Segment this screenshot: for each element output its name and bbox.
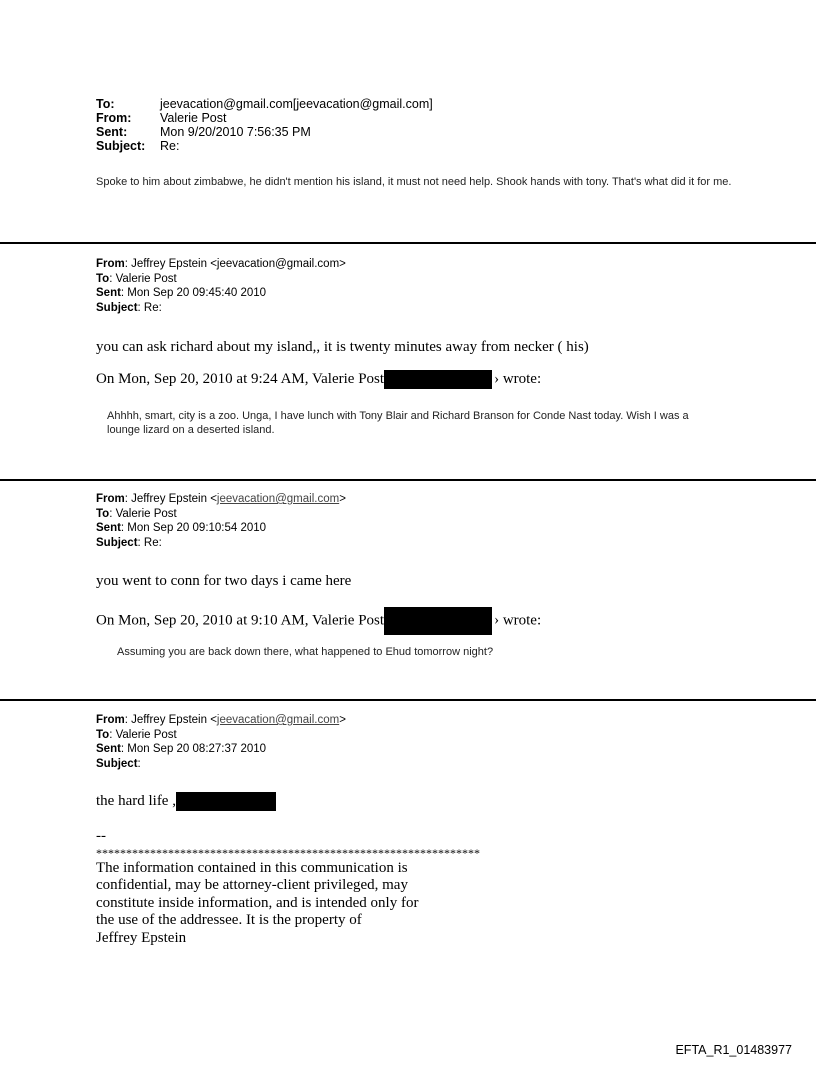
from-value: Valerie Post — [160, 111, 227, 125]
message-1-quote-intro: On Mon, Sep 20, 2010 at 9:24 AM, Valerie Post › wrote: — [96, 370, 541, 389]
message-1-quoted-text: Ahhhh, smart, city is a zoo. Unga, I have lunch with Tony Blair and Richard Branson for Conde Nast today. Wish I was a lounge lizard on a deserted island. — [107, 410, 689, 436]
header-sent-row — [96, 125, 433, 139]
message-2-to: To: Valerie Post — [96, 507, 177, 520]
sent-label: Sent: — [96, 125, 128, 139]
sent-value: Mon 9/20/2010 7:56:35 PM — [160, 125, 311, 139]
header-from-row — [96, 111, 433, 125]
subject-label: Subject: — [96, 139, 146, 153]
message-3-header — [96, 713, 346, 771]
message-2-sent: Sent: Mon Sep 20 09:10:54 2010 — [96, 522, 267, 534]
message-3-subject: Subject: — [96, 757, 141, 770]
divider — [0, 699, 816, 701]
message-3-to: To: Valerie Post — [96, 728, 177, 741]
message-2-quote-intro: On Mon, Sep 20, 2010 at 9:10 AM, Valerie Post › wrote: — [96, 607, 541, 635]
document-id: EFTA_R1_01483977 — [675, 1043, 792, 1057]
from-label: From: — [96, 111, 132, 125]
signature-stars: **************************************************************** — [96, 845, 480, 860]
message-1-body: you can ask richard about my island,, it is twenty minutes away from necker ( his) — [96, 339, 589, 355]
redaction-box — [176, 792, 276, 811]
header-to-row — [96, 97, 433, 111]
to-label: To: — [96, 97, 115, 111]
message-1-subject: Subject: Re: — [96, 301, 162, 314]
to-value: jeevacation@gmail.com[jeevacation@gmail.com] — [160, 97, 433, 111]
message-2-body: you went to conn for two days i came here — [96, 573, 352, 589]
signature-line: constitute inside information, and is intended only for — [96, 894, 419, 911]
redaction-box — [384, 370, 492, 389]
message-1-header — [96, 257, 346, 315]
email-link[interactable]: jeevacation@gmail.com — [216, 714, 340, 726]
message-3-from: From: Jeffrey Epstein <jeevacation@gmail.com> — [96, 714, 346, 726]
signature-dashes: -- — [96, 828, 106, 844]
signature-line: The information contained in this communication is — [96, 859, 408, 876]
message-2-from: From: Jeffrey Epstein <jeevacation@gmail.com> — [96, 493, 346, 505]
signature-line: confidential, may be attorney-client privileged, may — [96, 877, 408, 893]
subject-value: Re: — [160, 139, 180, 153]
message-2-quoted-text: Assuming you are back down there, what happened to Ehud tomorrow night? — [117, 646, 494, 658]
divider — [0, 479, 816, 481]
redaction-box — [384, 607, 492, 635]
signature-line: Jeffrey Epstein — [96, 929, 187, 946]
message-2-subject: Subject: Re: — [96, 536, 162, 549]
email-body: Spoke to him about zimbabwe, he didn't mention his island, it must not need help. Shook hands with tony. That's what did it for me. — [96, 176, 732, 188]
email-link[interactable]: jeevacation@gmail.com — [216, 493, 340, 505]
message-1-sent: Sent: Mon Sep 20 09:45:40 2010 — [96, 287, 267, 299]
email-header — [96, 97, 433, 153]
signature-line: the use of the addressee. It is the property of — [96, 912, 362, 928]
message-3-sent: Sent: Mon Sep 20 08:27:37 2010 — [96, 743, 267, 755]
message-3-body: the hard life , — [96, 792, 276, 811]
divider — [0, 242, 816, 244]
message-1-from: From: Jeffrey Epstein <jeevacation@gmail.com> — [96, 258, 346, 270]
signature-block — [96, 828, 480, 947]
header-subject-row — [96, 139, 433, 153]
message-1-to: To: Valerie Post — [96, 272, 177, 285]
message-2-header — [96, 492, 346, 550]
